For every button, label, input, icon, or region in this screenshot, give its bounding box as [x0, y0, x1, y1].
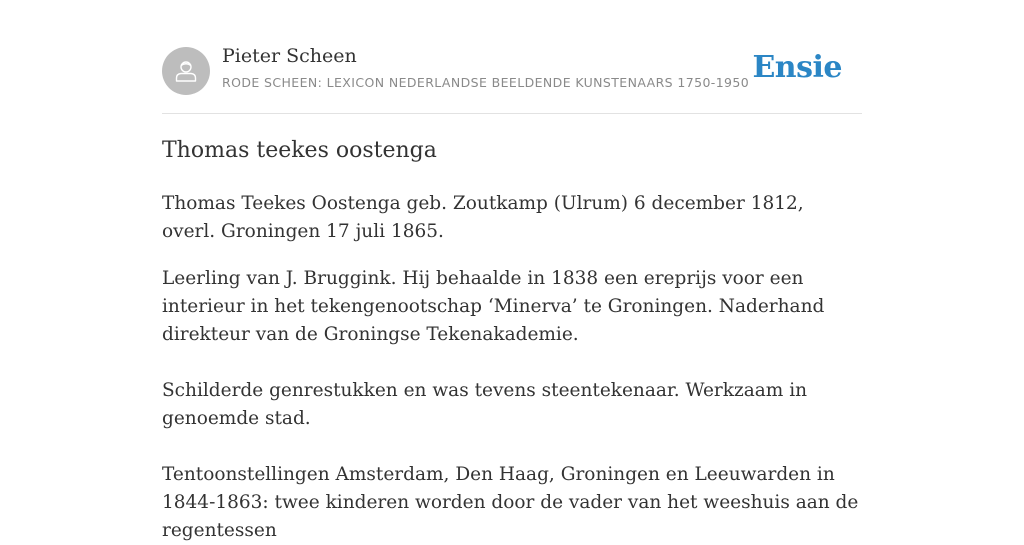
user-icon	[171, 56, 201, 86]
author-name[interactable]: Pieter Scheen	[222, 45, 357, 67]
paragraph-spacer	[162, 433, 862, 461]
author-header	[162, 0, 862, 114]
content-container	[162, 0, 862, 541]
article-paragraph: Leerling van J. Bruggink. Hij behaalde in 1838 een ereprijs voor een interieur in het tekengenootschap ‘Minerva’ te Groningen. Naderhand direkteur van de Groningse Tekenakademie.	[162, 268, 825, 345]
article-title: Thomas teekes oostenga	[162, 138, 437, 163]
article-paragraph: Thomas Teekes Oostenga geb. Zoutkamp (Ulrum) 6 december 1812, overl. Groningen 17 juli 1865.	[162, 193, 804, 242]
paragraph-spacer	[162, 349, 862, 377]
ensie-logo[interactable]: Ensie	[752, 50, 842, 85]
article-paragraph: Schilderde genrestukken en was tevens steentekenaar. Werkzaam in genoemde stad.	[162, 380, 808, 429]
source-title[interactable]: RODE SCHEEN: LEXICON NEDERLANDSE BEELDENDE KUNSTENAARS 1750-1950	[222, 75, 750, 90]
article-paragraph: Tentoonstellingen Amsterdam, Den Haag, Groningen en Leeuwarden in 1844-1863: twee kinderen worden door de vader van het weeshuis aan de regentessen	[162, 464, 859, 541]
article-body	[162, 190, 862, 545]
avatar	[162, 47, 210, 95]
